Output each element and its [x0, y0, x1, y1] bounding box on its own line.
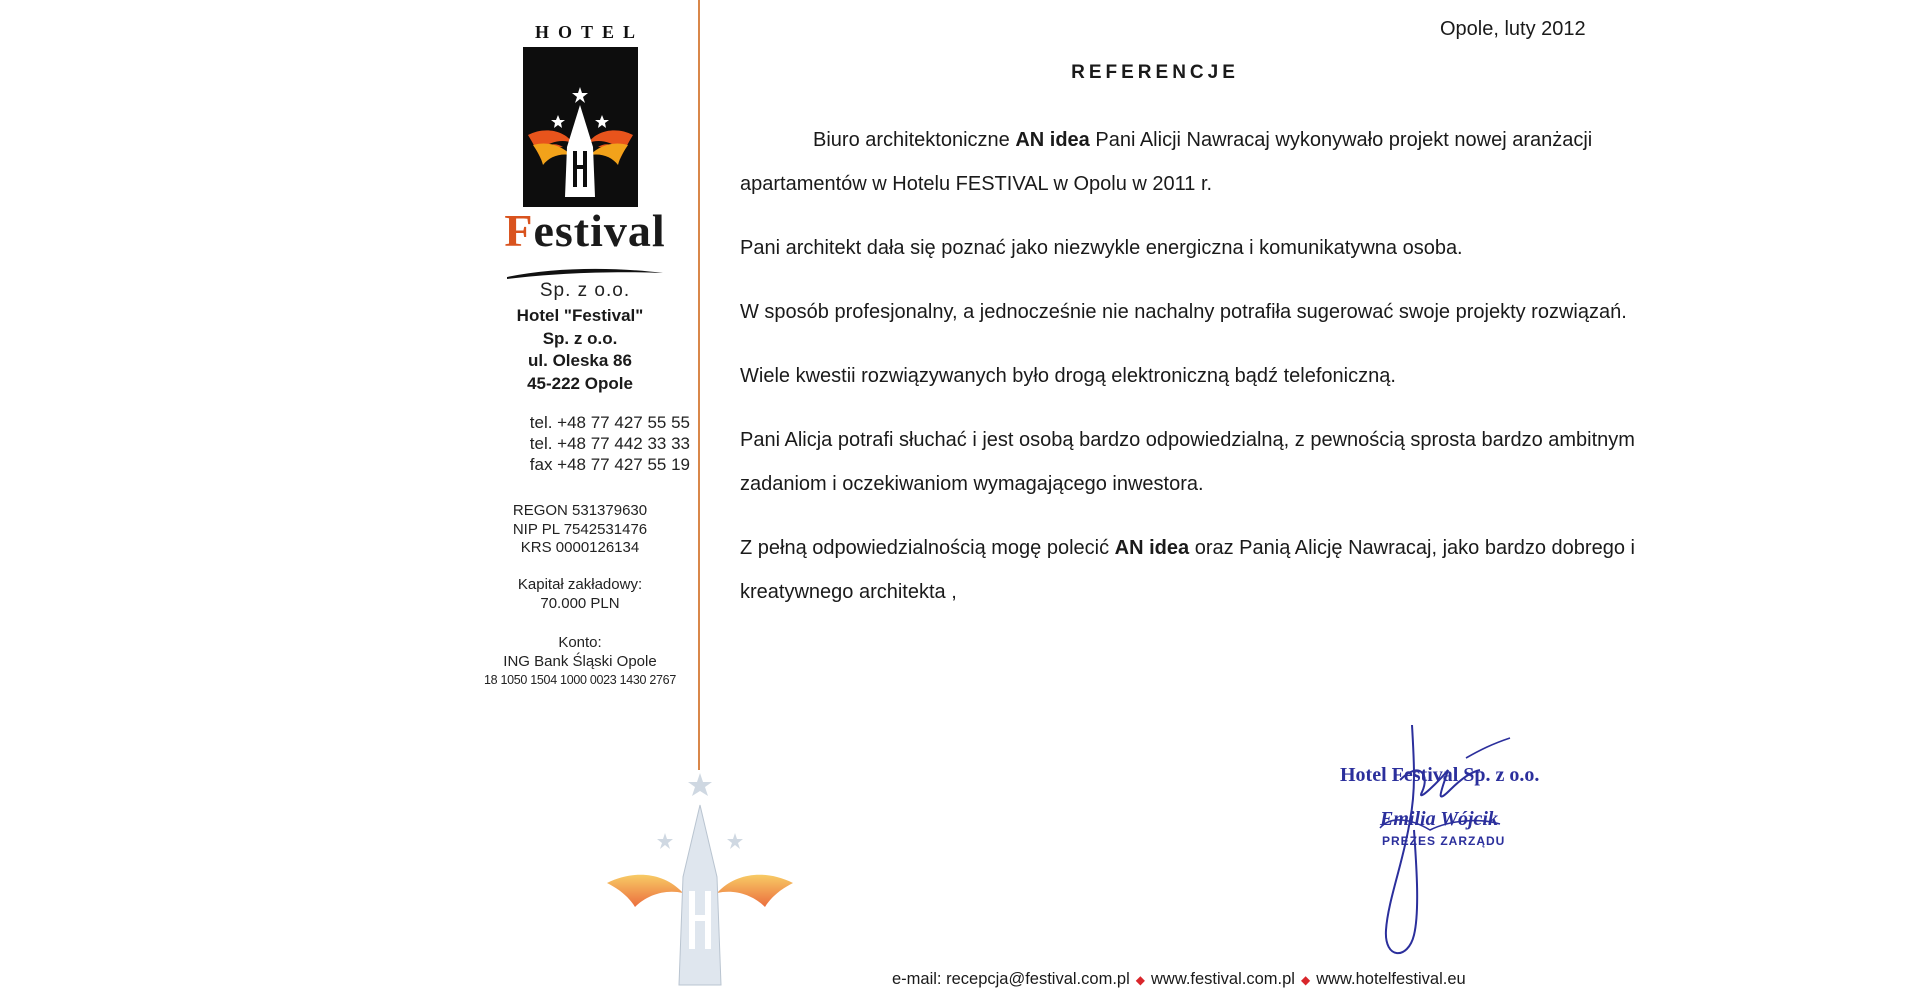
logo-brand-name: Festival [504, 205, 666, 256]
handwritten-signature [1330, 720, 1580, 970]
tower-emblem-icon [523, 47, 638, 207]
paragraph-3: W sposób profesjonalny, a jednocześnie nie nachalny potrafiła sugerować swoje projekty rozwiązań. [740, 301, 1627, 323]
stamp-signatory-name: Emilia Wójcik [1380, 808, 1498, 830]
stamp-signatory-title: PREZES ZARZĄDU [1382, 834, 1506, 848]
hotel-address: Hotel "Festival" Sp. z o.o. ul. Oleska 86 45-222 Opole [516, 306, 644, 393]
stamp-company-name: Hotel Festival Sp. z o.o. [1340, 764, 1540, 786]
hotel-festival-logo [500, 22, 670, 301]
share-capital: Kapitał zakładowy: 70.000 PLN [517, 576, 643, 612]
hotel-phones: tel. +48 77 427 55 55 tel. +48 77 442 33 33 fax +48 77 427 55 19 [529, 413, 690, 474]
paragraph-4: Wiele kwestii rozwiązywanych było drogą elektroniczną bądź telefoniczną. [740, 365, 1396, 387]
footer-website-2: www.hotelfestival.eu [1316, 970, 1466, 988]
footer-separator-icon: ◆ [1300, 973, 1311, 987]
paragraph-5: Pani Alicja potrafi słuchać i jest osobą bardzo odpowiedzialną, z pewnością sprosta bardzo ambitnym zadaniom i oczekiwaniom wymagającego inwestora. [740, 429, 1635, 495]
letter-date: Opole, luty 2012 [1440, 18, 1586, 40]
paragraph-2: Pani architekt dała się poznać jako niezwykle energiczna i komunikatywna osoba. [740, 237, 1463, 259]
logo-hotel-word: HOTEL [534, 22, 645, 42]
paragraph-1: Biuro architektoniczne AN idea Pani Alicji Nawracaj wykonywało projekt nowej aranżacji apartamentów w Hotelu FESTIVAL w Opolu w 2011 r. [740, 129, 1593, 195]
logo-dark-panel [523, 47, 638, 207]
tower-watermark-icon [605, 765, 795, 995]
letter-footer [892, 970, 1466, 989]
letter-body [740, 118, 1660, 634]
footer-email: e-mail: recepcja@festival.com.pl [892, 970, 1130, 988]
footer-website-1: www.festival.com.pl [1150, 970, 1295, 988]
letter-heading: REFERENCJE [1071, 62, 1239, 83]
bank-account-number: 18 1050 1504 1000 0023 1430 2767 [484, 673, 676, 687]
logo-company-form: Sp. z o.o. [539, 280, 631, 301]
footer-separator-icon: ◆ [1135, 973, 1145, 987]
sidebar-divider [698, 0, 700, 770]
paragraph-6: Z pełną odpowiedzialnością mogę polecić AN idea oraz Panią Alicję Nawracaj, jako bardzo dobrego i kreatywnego architekta , [740, 537, 1635, 603]
company-stamp [1330, 720, 1580, 970]
company-identifiers: REGON 531379630 NIP PL 7542531476 KRS 0000126134 [512, 502, 648, 556]
bank-account: Konto: ING Bank Śląski Opole 18 1050 1504 1000 0023 1430 2767 [460, 634, 700, 690]
logo-swoosh-icon [505, 267, 665, 281]
